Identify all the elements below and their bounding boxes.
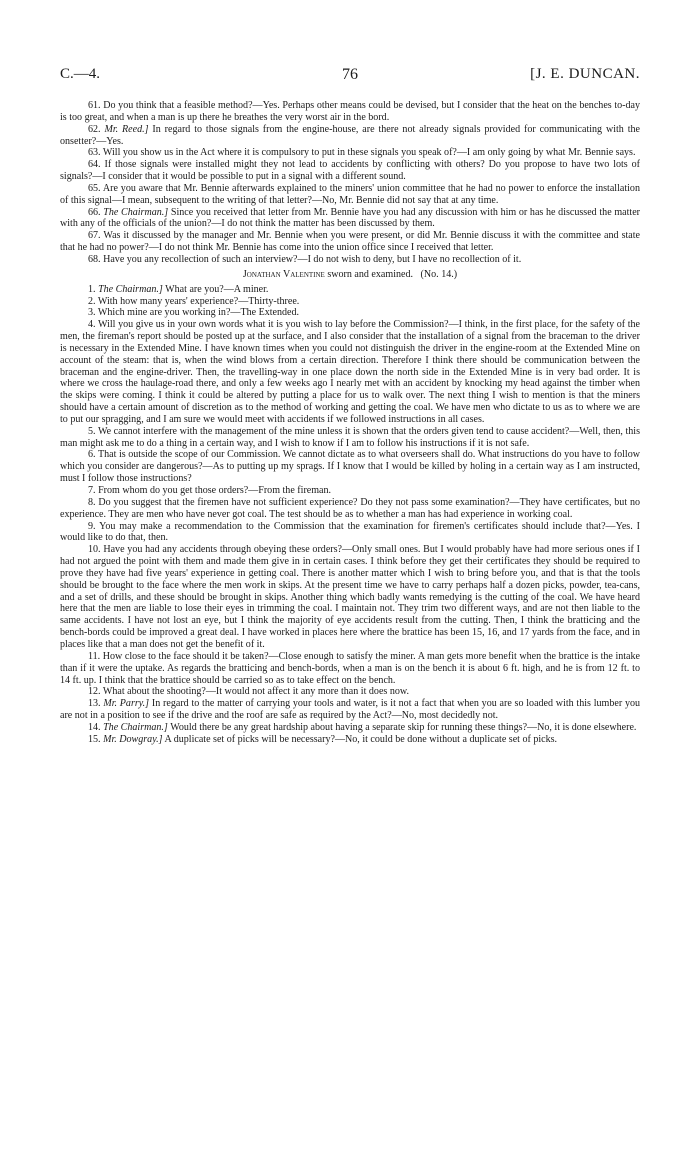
question-paragraph xyxy=(60,296,640,308)
question-text: Will you show us in the Act where it is compulsory to put in these signals you speak of?—I am only going by what Mr. Bennie says. xyxy=(102,147,636,159)
question-number: 65. xyxy=(88,182,101,194)
question-number: 64. xyxy=(88,159,101,171)
question-text: Was it discussed by the manager and Mr. Bennie when you were present, or did Mr. Bennie discuss it with the committee and state that he had no power?—I do not think Mr. Bennie has come into the union office since I received that letter. xyxy=(60,230,640,254)
page-number: 76 xyxy=(342,66,358,83)
question-number: 66. xyxy=(88,206,101,218)
witness-heading-text: sworn and examined. xyxy=(327,268,413,280)
question-number: 4. xyxy=(88,319,96,331)
question-paragraph xyxy=(60,124,640,148)
question-number: 7. xyxy=(88,485,96,496)
question-text: With how many years' experience?—Thirty-three. xyxy=(97,295,300,307)
question-paragraph xyxy=(60,485,640,497)
report-code: C.—4. xyxy=(60,66,101,82)
question-number: 1. xyxy=(88,283,96,295)
speaker-label: The Chairman.] xyxy=(103,206,169,218)
question-text: Do you suggest that the firemen have not sufficient experience? Do they not pass some examination?—They have certificates, but no experience. They are men who have never got coal. The test should be as to whether a man has had experience in working coal. xyxy=(60,496,640,520)
question-text: You may make a recommendation to the Commission that the examination for firemen's certificates should include that?—Yes. I would like to do that, then. xyxy=(60,520,640,544)
question-text: Have you had any accidents through obeying these orders?—Only small ones. But I would probably have had more serious ones if I had not argued the point with them and made them give in in certain cases. I think before they get their certificates they should be required to prove they have had five years' experience in getting coal. There is another matter which I wish to bring before you, and that is that the tools should be brought to the face where the men work in skips. At the present time we have to carry perhaps half a dozen picks, powder, tea-cans, and a set of drills, and these should be brought in skips. Another thing which badly wants remedying is the cutting of the coal. We have heard here that the men are liable to lose their eyes in trimming the coal. I maintain not. They trim two different ways, and are not then liable to the same accidents. I have not lost an eye, but I think the majority of eye accidents result from the cutting. Then, I think the bratticing and the bench-bords could be improved a great deal. I have worked in places here where the brattice has been 15, 16, and 17 yards from the face, and in places like that a man does not get the benefit of it. xyxy=(60,544,640,650)
question-paragraph xyxy=(60,722,640,734)
question-text: Do you think that a feasible method?—Yes. Perhaps other means could be devised, but I consider that the heat on the benches to-day is too great, and when a man is up there he breathes the very worst air in the bord. xyxy=(60,100,641,123)
question-text: From whom do you get those orders?—From the fireman. xyxy=(98,485,332,496)
question-paragraph xyxy=(60,307,640,319)
question-number: 12. xyxy=(88,686,101,698)
question-text: In regard to the matter of carrying your tools and water, is it not a fact that when you are so loaded with this lumber you are not in a position to see if the drive and the roof are safe as required by the Act?—No, most decidedly not. xyxy=(60,698,641,722)
question-number: 5. xyxy=(88,425,96,437)
question-paragraph xyxy=(60,100,640,124)
question-paragraph xyxy=(60,147,640,159)
question-text: Which mine are you working in?—The Extended. xyxy=(97,307,300,319)
speaker-label: Mr. Reed.] xyxy=(104,123,149,135)
testimony-block-valentine xyxy=(60,284,640,746)
question-text: Will you give us in your own words what it is you wish to lay before the Commission?—I think, in the first place, for the safety of the men, the fireman's report should be posted up at the surface, and I also consider that the installation of a signal from the braceman to the driver is necessary in the Extended Mine. I have known times when you could not distinguish the driver in the engine-room at the Extended Mine on account of the steam: that is, when the wind blows from a certain direction. Therefore I think there should be communication between the braceman and the engine-driver. Then, the travelling-way in one place down the north side in the Extended Mine is in very bad order. It is where we cross the haulage-road there, and only a few weeks ago I nearly met with an accident by knocking my head against the timber when the skips were coming. I think it could be altered by putting a place for us to walk over. The next thing I wish to mention is that the miners should have a certain amount of discretion as to the method of working and getting the coal. We have men who dictate to us as to where we are to put our spragging, and I am sure we would meet with accidents if we followed instructions in all cases. xyxy=(60,319,640,425)
question-number: 9. xyxy=(88,520,96,532)
question-text: That is outside the scope of our Commission. We cannot dictate as to what overseers shall do. What instructions do you have to follow which you consider are dangerous?—As to putting up my sprags. If I know that I would be killed by holing in a certain way as I am instructed, must I follow those instructions? xyxy=(60,449,640,485)
question-number: 6. xyxy=(88,449,96,461)
question-paragraph xyxy=(60,230,640,254)
speaker-label: Mr. Dowgray.] xyxy=(103,733,163,745)
question-number: 68. xyxy=(88,253,101,265)
question-text: If those signals were installed might they not lead to accidents by conflicting with others? Do you propose to have two lots of signals?—I consider that it would be possible to put in a signal with a different sound. xyxy=(60,159,641,183)
question-paragraph xyxy=(60,207,640,231)
question-text: A duplicate set of picks will be necessary?—No, it could be done without a duplicate set of picks. xyxy=(164,733,558,745)
question-number: 14. xyxy=(88,721,101,733)
question-text: Would there be any great hardship about having a separate skip for running these things?—No, it is done elsewhere. xyxy=(170,721,637,733)
witness-running-head: [J. E. DUNCAN. xyxy=(530,66,640,82)
question-paragraph xyxy=(60,698,640,722)
question-text: What are you?—A miner. xyxy=(165,283,269,295)
question-paragraph xyxy=(60,159,640,183)
question-paragraph xyxy=(60,521,640,545)
question-number: 15. xyxy=(88,733,101,745)
document-body xyxy=(60,100,640,746)
question-number: 13. xyxy=(88,698,101,710)
question-number: 61. xyxy=(88,100,101,111)
witness-name: Jonathan Valentine xyxy=(242,268,325,280)
question-paragraph xyxy=(60,183,640,207)
speaker-label: Mr. Parry.] xyxy=(103,698,150,710)
page-header xyxy=(60,66,640,86)
question-text: Are you aware that Mr. Bennie afterwards explained to the miners' union committee that he had no power to enforce the installation of this signal—I mean, subsequent to the writing of that letter?—No, Mr. Bennie did not say that at any time. xyxy=(60,182,640,206)
question-paragraph xyxy=(60,426,640,450)
question-paragraph xyxy=(60,284,640,296)
question-paragraph xyxy=(60,449,640,485)
question-text: Since you received that letter from Mr. Bennie have you had any discussion with him or has he discussed the matter with any of the officials of the union?—I do not think the matter has been discussed by them. xyxy=(60,206,640,230)
question-number: 63. xyxy=(88,147,101,159)
question-paragraph xyxy=(60,254,640,266)
question-paragraph xyxy=(60,497,640,521)
question-paragraph xyxy=(60,319,640,426)
question-number: 62. xyxy=(88,123,101,135)
question-text: We cannot interfere with the management of the mine unless it is shown that the orders given tend to cause accident?—Well, then, this man might ask me to do a thing in a certain way, and I wish to know if I am to follow his instructions if it is not safe. xyxy=(60,425,640,449)
speaker-label: The Chairman.] xyxy=(98,283,163,295)
speaker-label: The Chairman.] xyxy=(103,721,168,733)
question-number: 11. xyxy=(88,650,101,662)
question-text: In regard to those signals from the engine-house, are there not already signals provided for communicating with the onsetter?—Yes. xyxy=(60,123,640,147)
question-paragraph xyxy=(60,651,640,687)
question-text: How close to the face should it be taken?—Close enough to satisfy the miner. A man gets more benefit when the brattice is the intake than if it were the uptake. As regards the bratticing and bench-bords, when a man is on the bench it is about 6 ft. high, and he is from 12 ft. to 14 ft. up. I think that the brattice should be carried so as to take effect on the bench. xyxy=(60,650,640,686)
question-number: 3. xyxy=(88,307,96,319)
question-number: 2. xyxy=(88,295,96,307)
question-number: 67. xyxy=(88,230,101,242)
question-paragraph xyxy=(60,686,640,698)
question-paragraph xyxy=(60,734,640,746)
testimony-block-duncan xyxy=(60,100,640,266)
question-number: 8. xyxy=(88,496,96,508)
witness-number: (No. 14.) xyxy=(420,268,458,280)
question-text: What about the shooting?—It would not affect it any more than it does now. xyxy=(102,686,409,698)
witness-heading xyxy=(60,269,640,281)
question-number: 10. xyxy=(88,544,101,556)
question-paragraph xyxy=(60,544,640,651)
question-text: Have you any recollection of such an interview?—I do not wish to deny, but I have no recollection of it. xyxy=(103,253,522,265)
